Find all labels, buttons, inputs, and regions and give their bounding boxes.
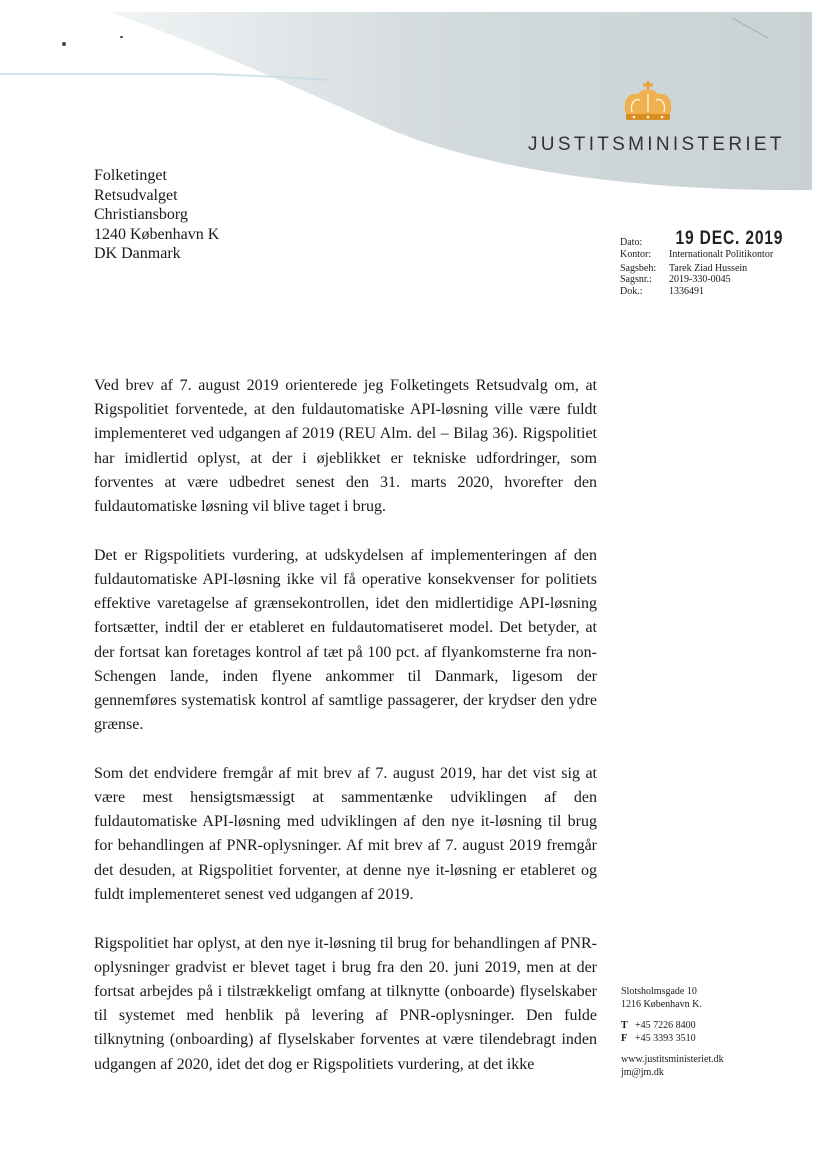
- date-row: [620, 230, 808, 248]
- handler-label: Sagsbeh:: [620, 262, 657, 274]
- handler-value: Tarek Ziad Hussein: [669, 262, 748, 274]
- case-metadata: [620, 230, 808, 297]
- handler-row: [620, 263, 808, 275]
- document-label: Dok.:: [620, 285, 643, 297]
- scan-speck: [62, 42, 66, 46]
- date-stamp: 19 DEC. 2019: [675, 228, 784, 249]
- phone-row: [621, 1020, 724, 1033]
- recipient-line: DK Danmark: [94, 245, 181, 262]
- case-number-label: Sagsnr.:: [620, 274, 652, 285]
- address-street: Slotsholmsgade 10: [621, 986, 697, 997]
- date-label: Dato:: [620, 236, 643, 248]
- scan-speck: [120, 36, 123, 38]
- recipient-line: Christiansborg: [94, 206, 188, 223]
- recipient-line: Folketinget: [94, 167, 167, 184]
- crown-icon: [620, 80, 676, 124]
- recipient-line: 1240 København K: [94, 225, 220, 243]
- body-paragraph: Rigspolitiet har oplyst, at den nye it-løsning til brug for behandlingen af PNR-oplysninger gradvist er blevet taget i brug fra den 20. juni 2019, men at der fortsat arbejdes på i tilstrækkeligt omfang at tilknytte (onboarde) flyselskaber til systemet med henblik på levering af PNR-oplysninger. Den fulde tilknytning (onboarding) af flyselskaber forventes at være tilendebragt inden udgangen af 2020, idet det dog er Rigspolitiets vurdering, at det ikke: [94, 934, 597, 1073]
- document-row: [620, 286, 808, 298]
- ministry-contact-block: [621, 986, 724, 1079]
- document-value: 1336491: [669, 285, 704, 297]
- phone-number: +45 7226 8400: [635, 1020, 696, 1031]
- address-city: 1216 København K.: [621, 998, 702, 1010]
- phone-label: T: [621, 1020, 628, 1031]
- recipient-address: [94, 166, 219, 264]
- website-link[interactable]: www.justitsministeriet.dk: [621, 1054, 724, 1065]
- office-value: Internationalt Politikontor: [669, 249, 774, 260]
- fax-label: F: [621, 1032, 628, 1044]
- office-row: [620, 249, 808, 261]
- office-label: Kontor:: [620, 249, 652, 260]
- body-paragraph: Det er Rigspolitiets vurdering, at udskydelsen af implementeringen af den fuldautomatiske API-løsning ikke vil få operative konsekvenser for politiets effektive varetagelse af grænsekontrollen, idet den midlertidige API-løsning fortsætter, indtil der er etableret en fuldautomatiseret model. Det betyder, at der fortsat kan foretages kontrol af tæt på 100 pct. af flyankomsterne fra non-Schengen lande, inden flyene ankommer til Danmark, ligesom der gennemføres systematisk kontrol af samtlige passagerer, der krydser den ydre grænse.: [94, 546, 597, 734]
- letter-body: [94, 374, 597, 1101]
- fax-number: +45 3393 3510: [635, 1032, 696, 1044]
- body-paragraph: Ved brev af 7. august 2019 orienterede jeg Folketingets Retsudvalg om, at Rigspolitiet forventede, at den fuldautomatiske API-løsning ville være fuldt implementeret ved udgangen af 2019 (REU Alm. del – Bilag 36). Rigspolitiet har imidlertid oplyst, at der i øjeblikket er tekniske udfordringer, som forventes at være udbedret senest den 31. marts 2020, hvorefter den fuldautomatiske løsning vil blive taget i brug.: [94, 377, 597, 516]
- ministry-wordmark: JUSTITSMINISTERIET: [528, 134, 785, 155]
- body-paragraph: Som det endvidere fremgår af mit brev af 7. august 2019, har det vist sig at være mest hensigtsmæssigt at sammentænke udviklingen af den fuldautomatiske API-løsning med udviklingen af den nye it-løsning til brug for behandlingen af PNR-oplysninger. Af mit brev af 7. august 2019 fremgår det desuden, at Rigspolitiet forventer, at denne nye it-løsning er etableret og fuldt implementeret senest ved udgangen af 2019.: [94, 764, 597, 903]
- case-number-value: 2019-330-0045: [669, 274, 731, 285]
- fax-row: [621, 1033, 724, 1046]
- recipient-line: Retsudvalget: [94, 186, 178, 204]
- case-number-row: [620, 274, 808, 286]
- email-link[interactable]: jm@jm.dk: [621, 1066, 664, 1078]
